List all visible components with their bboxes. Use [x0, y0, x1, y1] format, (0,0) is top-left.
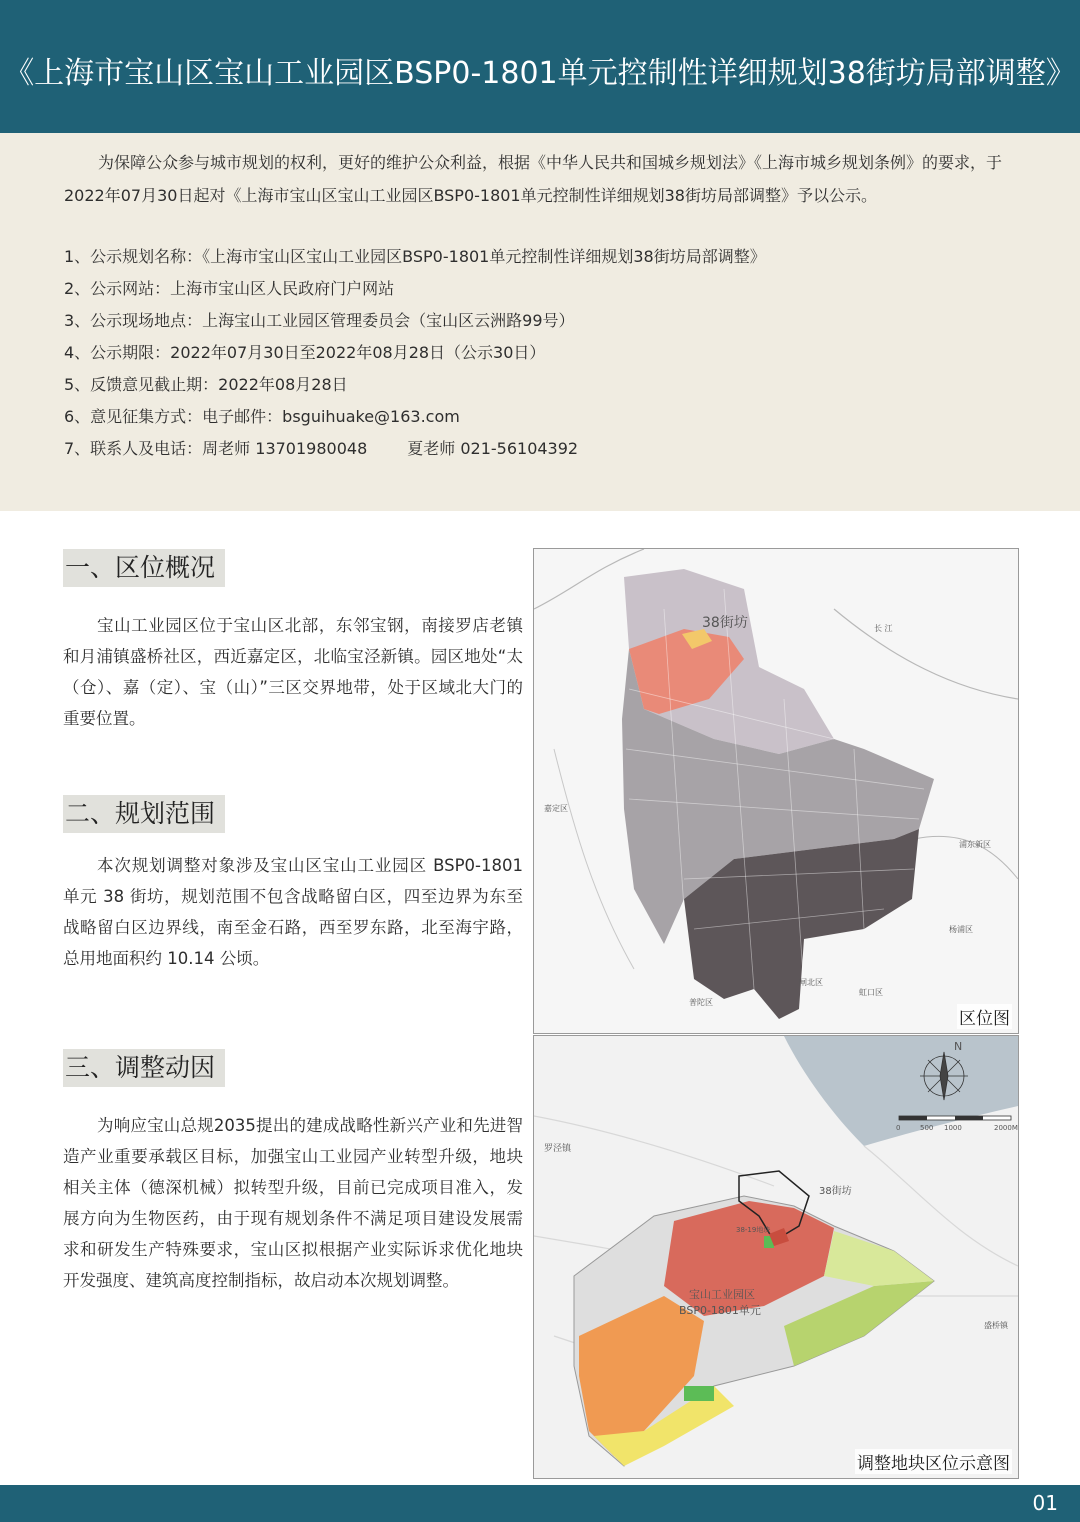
- plot-location-map-graphic: [534, 1036, 1018, 1478]
- map2-label-luojing: 罗泾镇: [544, 1144, 572, 1154]
- notice-item-location: 3、公示现场地点：上海宝山工业园区管理委员会（宝山区云洲路99号）: [64, 311, 575, 330]
- notice-item-email: 6、意见征集方式：电子邮件：bsguihuake@163.com: [64, 407, 460, 426]
- map1-label-zhabei: 闸北区: [799, 978, 823, 987]
- map1-label-jiading: 嘉定区: [544, 804, 568, 813]
- location-map-caption: 区位图: [957, 1004, 1012, 1029]
- map2-label-shengqiao: 盛桥镇: [984, 1321, 1008, 1330]
- map2-park-label-2: BSP0-1801单元: [679, 1304, 761, 1317]
- section-heading-text: 二、规划范围: [65, 799, 216, 828]
- map2-scale-500: 500: [920, 1124, 934, 1132]
- map1-label-changjiang: 长 江: [874, 624, 893, 633]
- section-body-reason: 为响应宝山总规2035提出的建成战略性新兴产业和先进智造产业重要承载区目标，加强宝山工业园产业转型升级，地块相关主体（德深机械）拟转型升级，目前已完成项目准入，发展方向为生物医药，由于现有规划条件不满足项目建设发展需求和研发生产特殊要求，宝山区拟根据产业实际诉求优化地块开发强度、建筑高度控制指标，故启动本次规划调整。: [63, 1116, 523, 1290]
- map2-block-label: 38街坊: [819, 1186, 852, 1197]
- notice-item-name: 1、公示规划名称：《上海市宝山区宝山工业园区BSP0-1801单元控制性详细规划38街坊局部调整》: [64, 247, 766, 266]
- section-heading-location: [63, 549, 225, 587]
- map2-scale-2000: 2000M: [994, 1124, 1018, 1132]
- map1-label-hongkou: 虹口区: [859, 988, 883, 997]
- map2-compass-n: N: [954, 1040, 963, 1053]
- map1-block-label: 38街坊: [702, 615, 748, 631]
- location-map: [533, 548, 1019, 1034]
- notice-item-period: 4、公示期限：2022年07月30日至2022年08月28日（公示30日）: [64, 343, 546, 362]
- map2-plot-label: 38-19地块: [736, 1226, 771, 1234]
- plot-location-map: [533, 1035, 1019, 1479]
- notice-item-contact: [64, 433, 1024, 465]
- page-header: [0, 0, 1080, 133]
- notice-item-deadline: 5、反馈意见截止期：2022年08月28日: [64, 375, 348, 394]
- section-heading-scope: [63, 795, 225, 833]
- map1-label-yangpu: 杨浦区: [949, 925, 973, 934]
- section-heading-text: 三、调整动因: [65, 1053, 216, 1082]
- plot-location-map-caption: 调整地块区位示意图: [855, 1449, 1012, 1474]
- notice-list: [64, 241, 1024, 465]
- page-footer: [0, 1485, 1080, 1522]
- location-map-graphic: [534, 549, 1018, 1033]
- map2-scale-1000: 1000: [944, 1124, 962, 1132]
- contact-primary: 7、联系人及电话：周老师 13701980048: [64, 439, 368, 458]
- page-number: 01: [1032, 1491, 1058, 1515]
- section-body-scope: 本次规划调整对象涉及宝山区宝山工业园区 BSP0-1801 单元 38 街坊，规划范围不包含战略留白区，四至边界为东至战略留白区边界线，南至金石路，西至罗东路，北至海宇路，总用地面积约 10.14 公顷。: [63, 856, 523, 968]
- page-title: 《上海市宝山区宝山工业园区BSP0-1801单元控制性详细规划38街坊局部调整》: [4, 56, 1076, 91]
- map2-park-label-1: 宝山工业园区: [689, 1288, 755, 1301]
- section-heading-text: 一、区位概况: [65, 553, 216, 582]
- section-body-location: 宝山工业园区位于宝山区北部，东邻宝钢，南接罗店老镇和月浦镇盛桥社区，西近嘉定区，北临宝泾新镇。园区地处“太（仓）、嘉（定）、宝（山）”三区交界地带，处于区域北大门的重要位置。: [63, 616, 523, 728]
- map2-scale-0: 0: [896, 1124, 901, 1132]
- map1-label-putuo: 普陀区: [689, 998, 713, 1007]
- notice-intro: 为保障公众参与城市规划的权利，更好的维护公众利益，根据《中华人民共和国城乡规划法》《上海市城乡规划条例》的要求，于2022年07月30日起对《上海市宝山区宝山工业园区BSP0-1801单元控制性详细规划38街坊局部调整》予以公示。: [64, 153, 1003, 205]
- contact-secondary: 夏老师 021-56104392: [407, 439, 579, 458]
- notice-item-website: 2、公示网站：上海市宝山区人民政府门户网站: [64, 279, 395, 298]
- section-heading-reason: [63, 1049, 225, 1087]
- map1-label-pudong: 浦东新区: [959, 840, 991, 849]
